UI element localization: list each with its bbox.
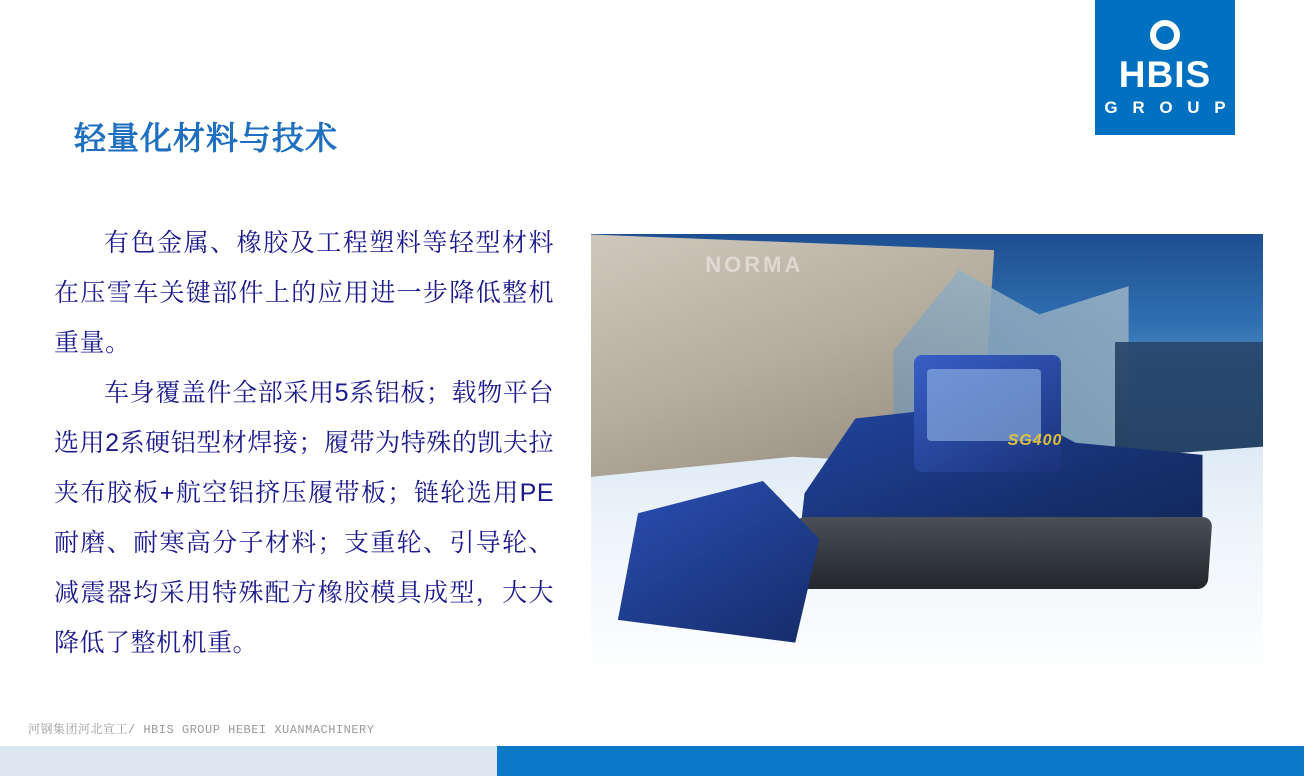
body-content (54, 218, 554, 668)
paragraph-2: 车身覆盖件全部采用5系铝板；载物平台选用2系硬铝型材焊接；履带为特殊的凯夫拉夹布胶板+航空铝挤压履带板；链轮选用PE耐磨、耐寒高分子材料；支重轮、引导轮、减震器均采用特殊配方橡胶模具成型，大大降低了整机机重。 (54, 379, 554, 657)
photo-machine-track (790, 517, 1212, 589)
page-title: 轻量化材料与技术 (74, 120, 339, 156)
photo-machine-brand: SG400 (1007, 431, 1063, 449)
paragraph-1: 有色金属、橡胶及工程塑料等轻型材料在压雪车关键部件上的应用进一步降低整机重量。 (54, 229, 554, 357)
logo-subtitle: G R O U P (1104, 97, 1231, 117)
snow-groomer-photo (591, 234, 1263, 683)
logo-title: HBIS (1118, 53, 1212, 95)
photo-cab-window (927, 369, 1041, 441)
footer-bar-right (497, 746, 1304, 776)
photo-watermark: NORMA (705, 251, 804, 277)
footer-bar-left (0, 746, 497, 776)
circle-logo-icon (1150, 20, 1180, 50)
hbis-logo (1095, 0, 1235, 135)
footer-caption: 河钢集团河北宣工/ HBIS GROUP HEBEI XUANMACHINERY (28, 723, 375, 737)
